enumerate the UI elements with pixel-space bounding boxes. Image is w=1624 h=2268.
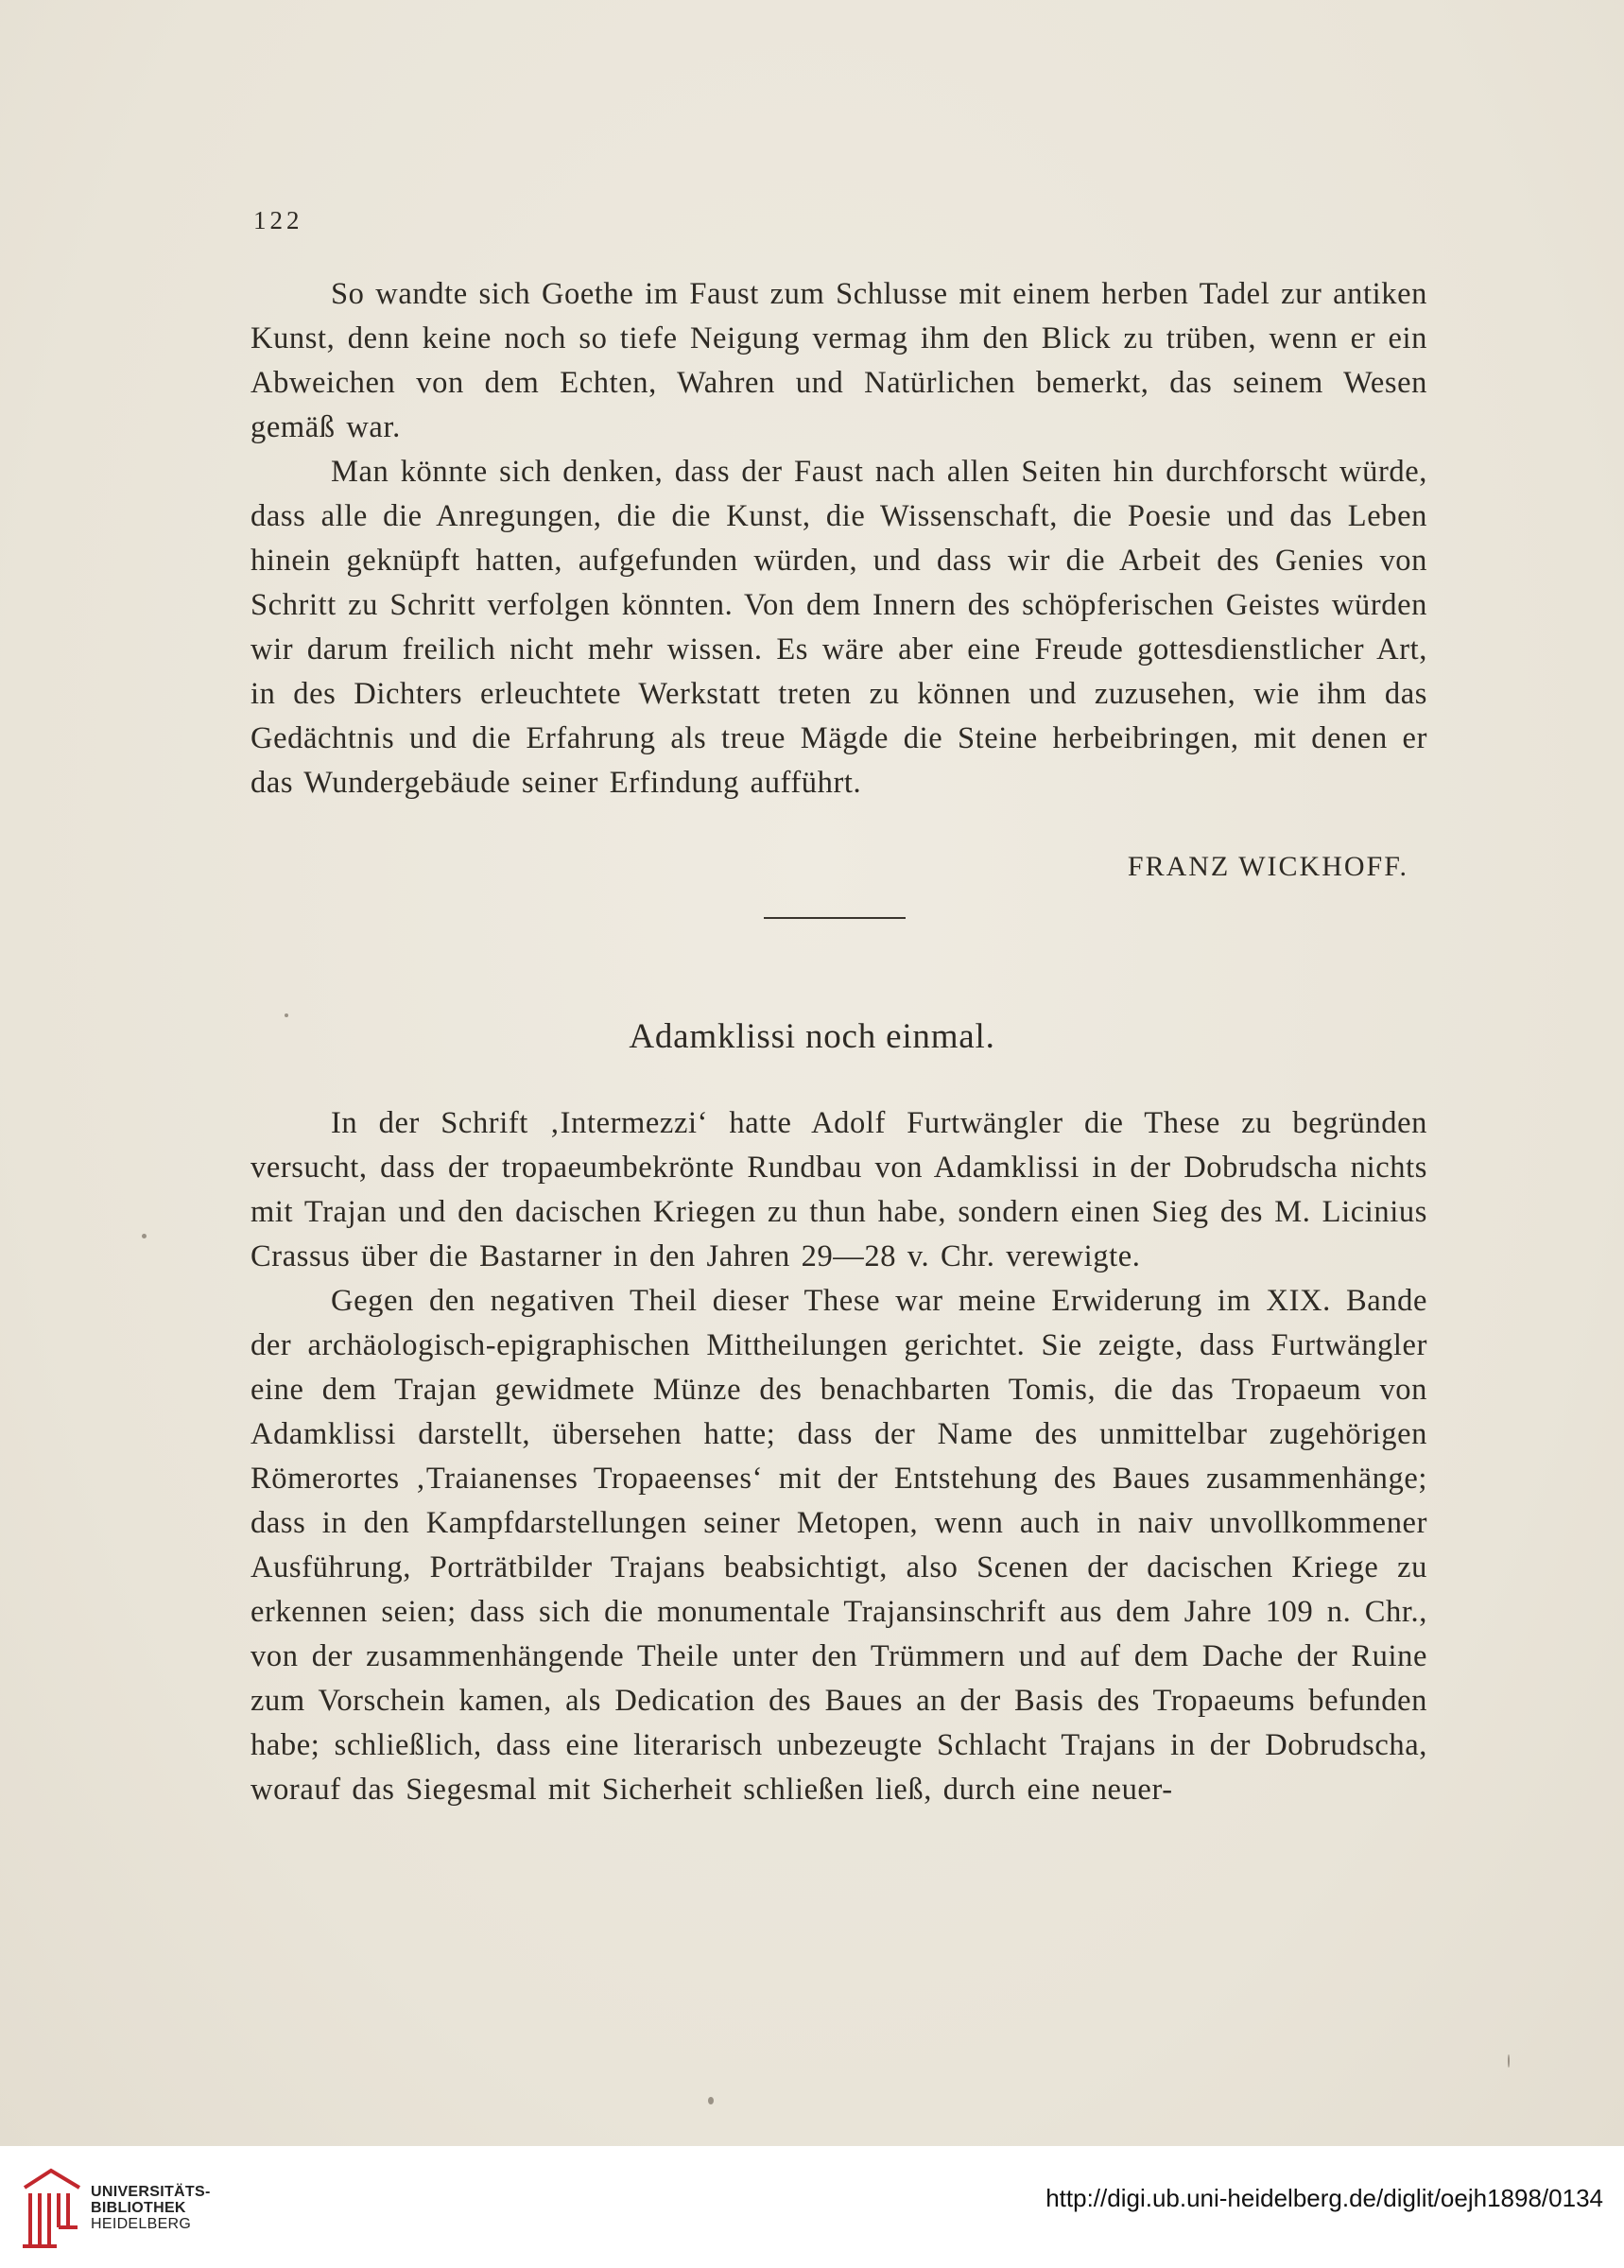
library-name-line: HEIDELBERG [91,2216,192,2232]
paragraph: Gegen den negativen Theil dieser These war meine Erwiderung im XIX. Bande der archäologisch-epigraphischen Mittheilungen gerichtet. Sie zeigte, dass Furtwängler eine dem Trajan gewidmete Münze des benachbarten Tomis, die das Tropaeum von Adamklissi darstellt, übersehen hatte; dass der Name des unmittelbar zugehörigen Römerortes ‚Traianenses Tropaeenses‘ mit der Entstehung des Baues zusammenhänge; dass in den Kampfdarstellungen seiner Metopen, wenn auch in naiv unvollkommener Ausführung, Porträtbilder Trajans beabsichtigt, also Scenen der dacischen Kriege zu erkennen seien; dass sich die monumentale Trajansinschrift aus dem Jahre 109 n. Chr., von der zusammenhängende Theile unter den Trümmern und auf dem Dache der Ruine zum Vorschein kamen, als Dedication des Baues an der Basis des Tropaeums befunden habe; schließlich, dass eine literarisch unbezeugte Schlacht Trajans in der Dobrudscha, worauf das Siegesmal mit Sicherheit schließen ließ, durch eine neuer- [251,1284,1427,1807]
article-heading: Adamklissi noch einmal. [629,1017,995,1056]
text-section-1 [251,272,1427,805]
scan-speck [142,1234,147,1238]
paragraph: So wandte sich Goethe im Faust zum Schlusse mit einem herben Tadel zur antiken Kunst, denn keine noch so tiefe Neigung vermag ihm den Blick zu trüben, wenn er ein Abweichen von dem Echten, Wahren und Natürlichen bemerkt, das seinem Wesen gemäß war. [251,277,1427,444]
scan-speck [708,2097,714,2104]
paragraph: In der Schrift ‚Intermezzi‘ hatte Adolf Furtwängler die These zu begründen versucht, dass der tropaeumbekrönte Rundbau von Adamklissi in der Dobrudscha nichts mit Trajan und den dacischen Kriegen zu thun habe, sondern einen Sieg des M. Licinius Crassus über die Bastarner in den Jahren 29—28 v. Chr. verewigte. [251,1106,1427,1273]
text-section-2 [251,1101,1427,1812]
page-number: 122 [253,206,303,234]
author-signature: FRANZ WICKHOFF. [1127,851,1408,882]
library-name [91,2184,211,2232]
library-name-line: UNIVERSITÄTS- [91,2184,211,2200]
paragraph: Man könnte sich denken, dass der Faust nach allen Seiten hin durchforscht würde, dass alle die Anregungen, die die Kunst, die Wissenschaft, die Poesie und das Leben hinein geknüpft hatten, aufgefunden würden, und dass wir die Arbeit des Genies von Schritt zu Schritt verfolgen könnten. Von dem Innern des schöpferischen Geistes würden wir darum freilich nicht mehr wissen. Es wäre aber eine Freude gottesdienstlicher Art, in des Dichters erleuchtete Werkstatt treten zu können und zuzusehen, wie ihm das Gedächtnis und die Erfahrung als treue Mägde die Steine herbeibringen, mit denen er das Wundergebäude seiner Erfindung aufführt. [251,455,1427,800]
scan-speck [285,1013,288,1017]
scan-speck [1508,2054,1510,2068]
section-divider [764,917,906,919]
library-name-line: BIBLIOTHEK [91,2200,186,2216]
library-logo-icon [19,2165,85,2250]
footer-bar [0,2146,1624,2268]
source-url[interactable]: http://digi.ub.uni-heidelberg.de/diglit/oejh1898/0134 [1045,2184,1603,2212]
